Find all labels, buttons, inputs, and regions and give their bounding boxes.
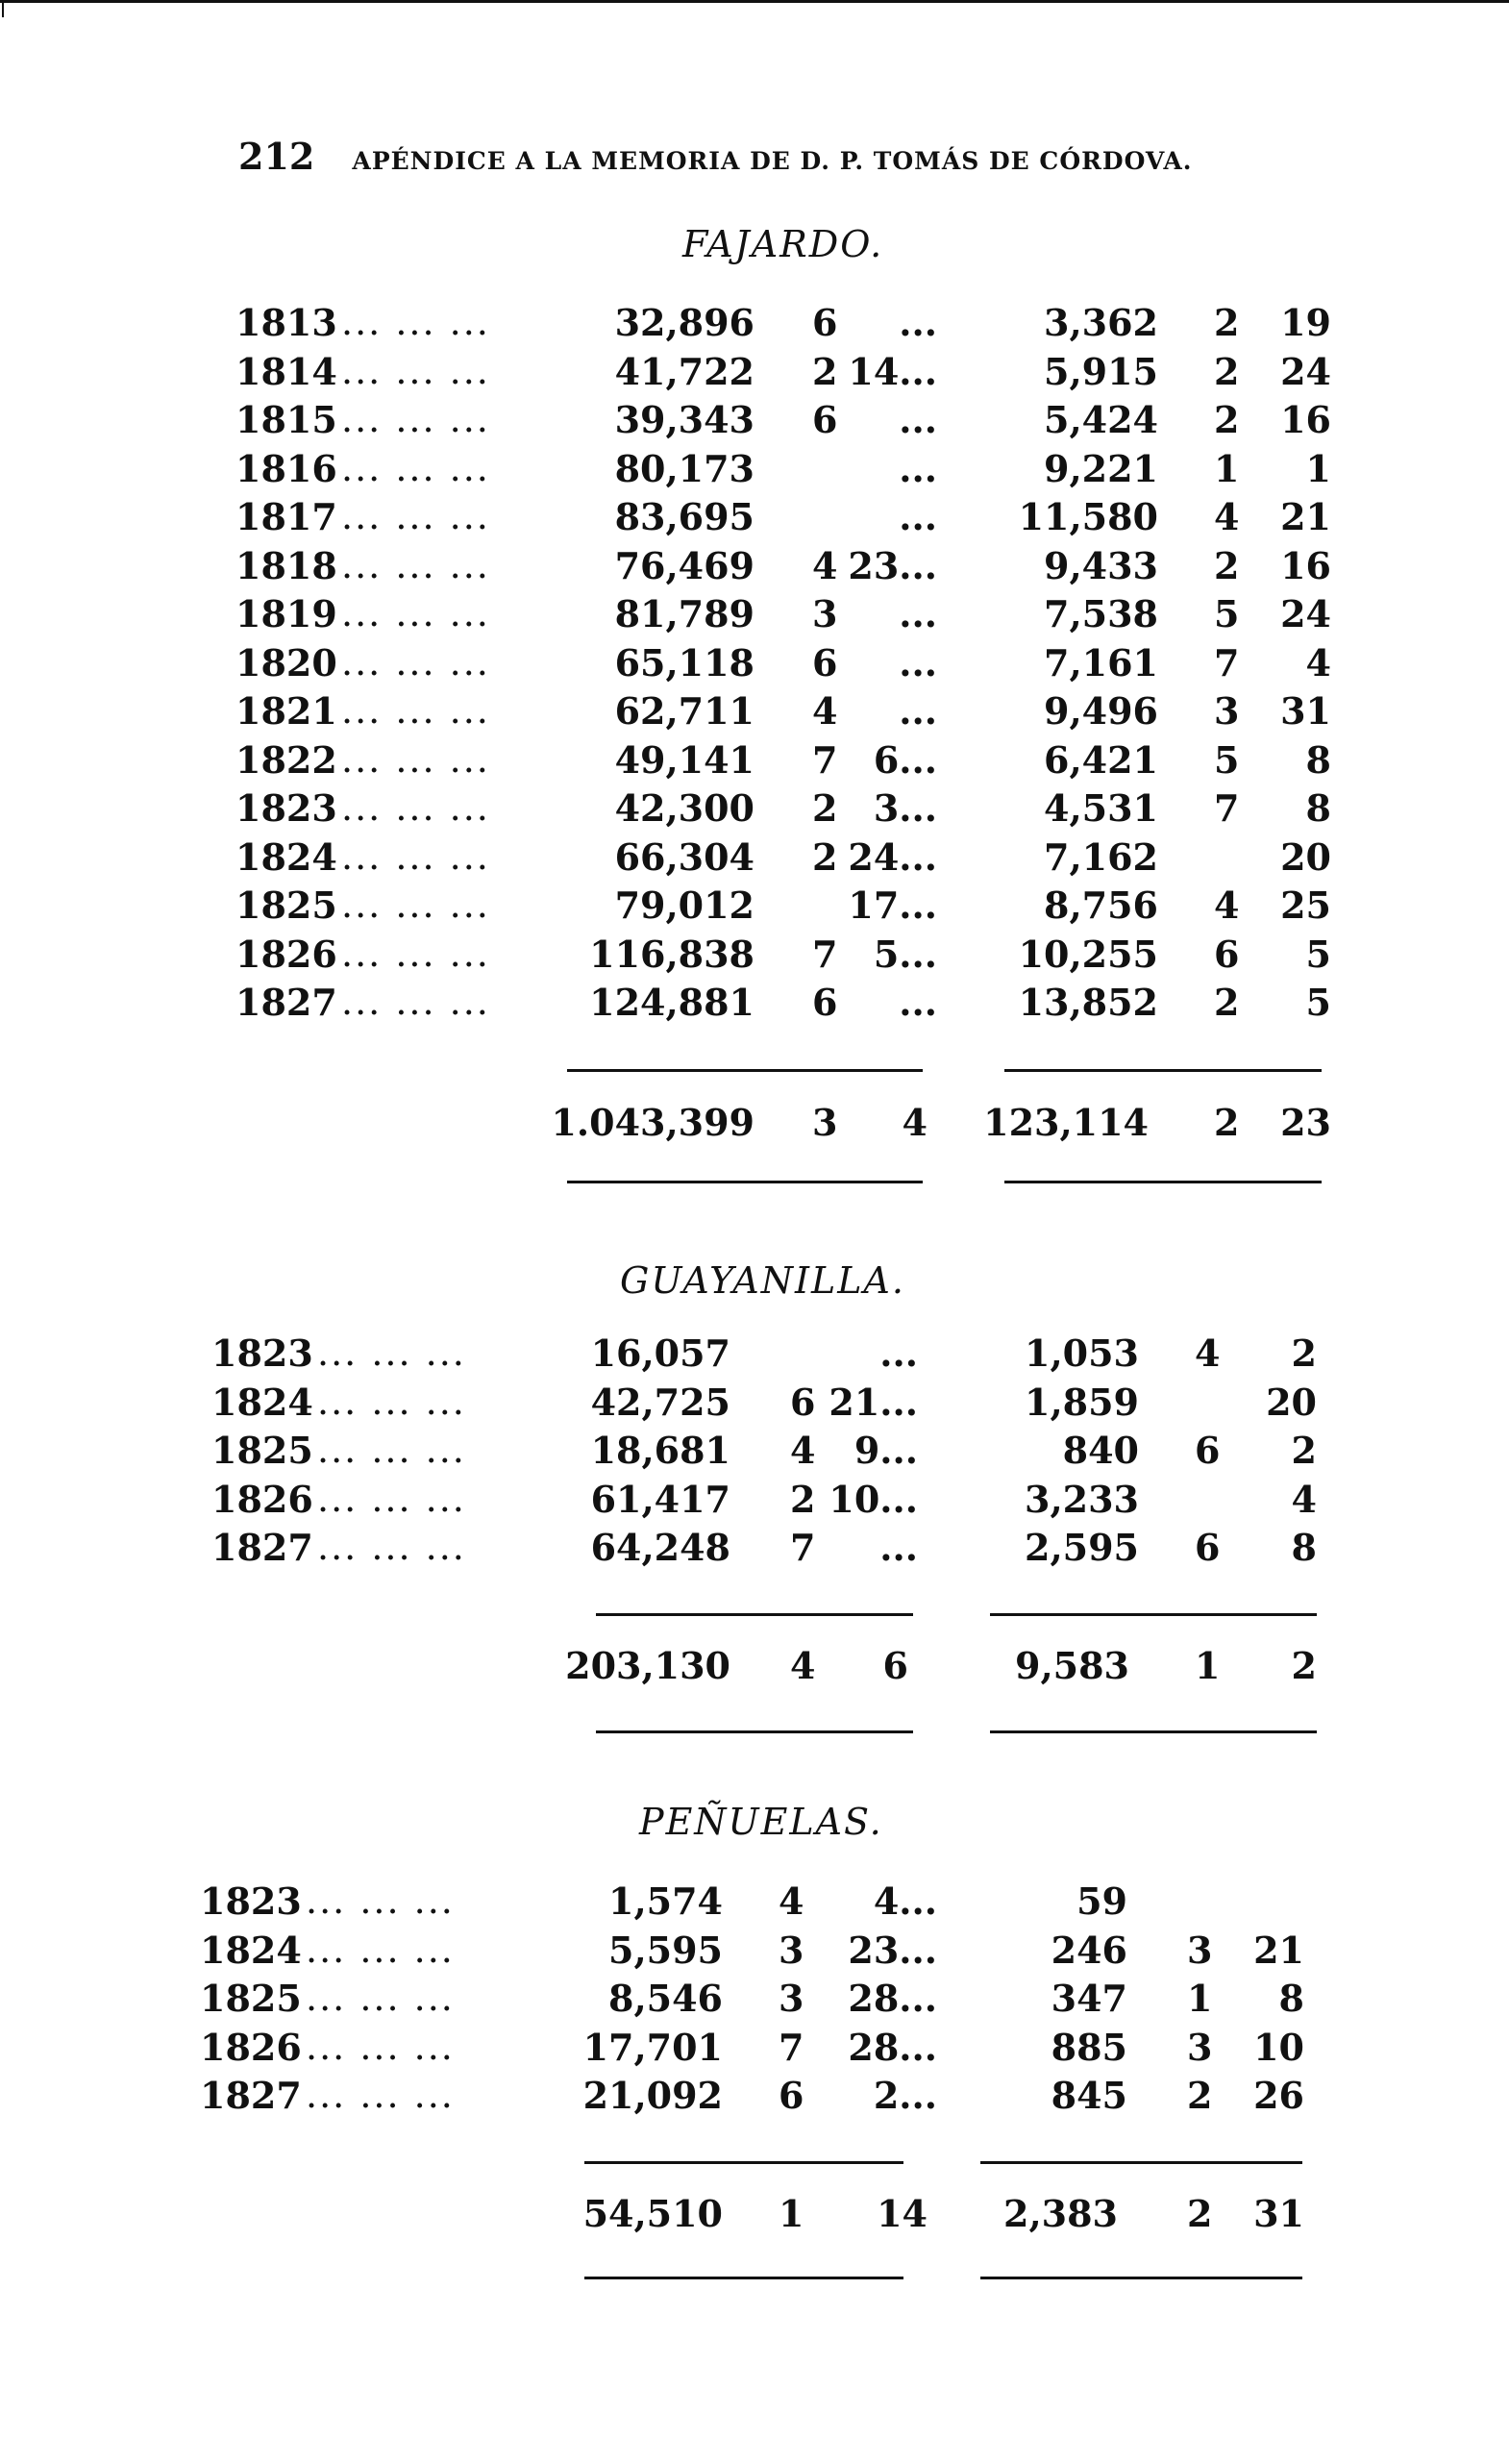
leader-dots: ... ... ...	[306, 2025, 455, 2068]
leader-dots: ... ... ...	[341, 495, 490, 537]
second-fraction-cell: 8	[1305, 786, 1331, 830]
total-subunit: 4	[790, 1644, 816, 1687]
second-subunit-cell: 2	[1214, 981, 1240, 1024]
second-amount-cell: 845	[1051, 2074, 1127, 2117]
leader-dots: ... ... ...	[341, 398, 490, 440]
table-row	[0, 1929, 1509, 1978]
second-amount-cell: 840	[1062, 1429, 1139, 1472]
leader-dots: ... ... ...	[317, 1380, 466, 1423]
total-amount: 203,130	[565, 1644, 730, 1687]
amount-subunit-cell: 4	[812, 543, 838, 587]
table-row	[0, 1478, 1509, 1527]
second-fraction-cell: 2	[1291, 1332, 1317, 1375]
total-second-fraction: 2	[1291, 1644, 1317, 1687]
second-amount-cell: 2,595	[1025, 1526, 1139, 1569]
table-row	[0, 2026, 1509, 2075]
amount-subunit-cell: 4	[779, 1879, 804, 1923]
second-fraction-cell: 24	[1280, 349, 1331, 393]
table-row	[0, 1381, 1509, 1430]
year-cell: 1827	[211, 1526, 313, 1569]
table-row	[0, 1977, 1509, 2026]
second-amount-cell: 10,255	[1018, 932, 1158, 976]
amount-fraction-cell: ...	[899, 640, 937, 684]
second-amount-cell: 9,221	[1044, 446, 1158, 490]
second-amount-cell: 6,421	[1044, 737, 1158, 782]
second-fraction-cell: 24	[1280, 592, 1331, 635]
second-amount-cell: 885	[1051, 2025, 1127, 2069]
amount-fraction-cell: ...	[899, 398, 937, 441]
left-total-top-rule	[596, 1613, 913, 1616]
second-subunit-cell: 3	[1187, 1928, 1213, 1972]
amount-cell: 21,092	[582, 2074, 723, 2117]
leader-dots: ... ... ...	[317, 1332, 466, 1374]
second-subunit-cell: 5	[1214, 737, 1240, 782]
year-cell: 1820	[235, 640, 337, 684]
amount-cell: 17,701	[582, 2025, 723, 2069]
amount-cell: 65,118	[614, 640, 754, 684]
amount-cell: 124,881	[589, 981, 754, 1024]
second-amount-cell: 59	[1076, 1879, 1127, 1923]
second-fraction-cell: 5	[1305, 981, 1331, 1024]
amount-subunit-cell: 3	[779, 1928, 804, 1972]
second-fraction-cell: 21	[1253, 1928, 1304, 1972]
fajardo-table	[0, 301, 1509, 1030]
amount-fraction-cell: ...	[899, 981, 937, 1024]
amount-fraction-cell: ...	[899, 301, 937, 344]
table-row	[0, 495, 1509, 544]
amount-cell: 81,789	[614, 592, 754, 635]
second-fraction-cell: 16	[1280, 543, 1331, 587]
leader-dots: ... ... ...	[306, 1879, 455, 1922]
second-subunit-cell: 3	[1214, 689, 1240, 733]
total-second-subunit: 2	[1214, 1101, 1240, 1144]
year-cell: 1821	[235, 689, 337, 733]
year-cell: 1825	[200, 1977, 302, 2020]
amount-fraction-cell: 3...	[873, 786, 937, 830]
amount-fraction-cell: 4...	[873, 1879, 937, 1923]
amount-fraction-cell: ...	[899, 446, 937, 490]
second-subunit-cell: 7	[1214, 640, 1240, 684]
second-amount-cell: 11,580	[1018, 495, 1158, 538]
total-subunit: 1	[779, 2192, 804, 2235]
second-subunit-cell: 4	[1214, 884, 1240, 927]
second-subunit-cell: 2	[1214, 543, 1240, 587]
amount-fraction-cell: ...	[899, 689, 937, 733]
table-row	[0, 786, 1509, 835]
amount-cell: 62,711	[614, 689, 754, 733]
total-fraction: 6	[882, 1644, 908, 1687]
scan-left-edge	[2, 0, 4, 17]
amount-cell: 83,695	[614, 495, 754, 538]
second-fraction-cell: 19	[1280, 301, 1331, 344]
amount-cell: 49,141	[614, 737, 754, 782]
amount-fraction-cell: ...	[899, 592, 937, 635]
table-row	[0, 689, 1509, 738]
second-subunit-cell: 2	[1214, 301, 1240, 344]
second-fraction-cell: 21	[1280, 495, 1331, 538]
amount-fraction-cell: 28...	[848, 1977, 937, 2020]
second-amount-cell: 7,161	[1044, 640, 1158, 684]
second-subunit-cell: 3	[1187, 2025, 1213, 2069]
table-row	[0, 301, 1509, 350]
amount-fraction-cell: 28...	[848, 2025, 937, 2069]
total-subunit: 3	[812, 1101, 838, 1144]
year-cell: 1824	[200, 1928, 302, 1972]
amount-cell: 32,896	[614, 301, 754, 344]
table-row	[0, 398, 1509, 447]
second-amount-cell: 3,233	[1025, 1477, 1139, 1521]
amount-subunit-cell: 7	[779, 2025, 804, 2069]
table-row	[0, 933, 1509, 982]
right-total-bottom-rule	[1004, 1181, 1322, 1183]
total-second-fraction: 31	[1253, 2192, 1304, 2235]
second-fraction-cell: 20	[1280, 834, 1331, 879]
guayanilla-table	[0, 1332, 1509, 1575]
second-amount-cell: 9,496	[1044, 689, 1158, 733]
leader-dots: ... ... ...	[341, 640, 490, 684]
leader-dots: ... ... ...	[317, 1526, 466, 1568]
second-fraction-cell: 10	[1253, 2025, 1304, 2069]
year-cell: 1826	[211, 1477, 313, 1521]
leader-dots: ... ... ...	[341, 981, 490, 1023]
second-amount-cell: 5,915	[1044, 349, 1158, 393]
second-fraction-cell: 8	[1278, 1977, 1304, 2020]
amount-fraction-cell: 10...	[829, 1477, 918, 1521]
second-subunit-cell: 6	[1195, 1429, 1221, 1472]
year-cell: 1827	[200, 2074, 302, 2117]
amount-subunit-cell: 6	[790, 1380, 816, 1424]
amount-cell: 8,546	[608, 1977, 723, 2020]
leader-dots: ... ... ...	[317, 1477, 466, 1520]
second-fraction-cell: 8	[1291, 1526, 1317, 1569]
second-fraction-cell: 4	[1291, 1477, 1317, 1521]
year-cell: 1826	[235, 932, 337, 976]
amount-subunit-cell: 3	[812, 592, 838, 635]
second-subunit-cell: 2	[1214, 349, 1240, 393]
table-row	[0, 544, 1509, 593]
scan-top-edge	[0, 0, 1509, 3]
second-fraction-cell: 20	[1266, 1380, 1317, 1424]
second-subunit-cell: 7	[1214, 786, 1240, 830]
year-cell: 1819	[235, 592, 337, 635]
second-amount-cell: 5,424	[1044, 398, 1158, 441]
amount-fraction-cell: 21...	[829, 1380, 918, 1424]
amount-cell: 18,681	[590, 1429, 730, 1472]
table-row	[0, 447, 1509, 496]
second-subunit-cell: 2	[1214, 398, 1240, 441]
table-row	[0, 2074, 1509, 2123]
guayanilla-total-row	[0, 1644, 1509, 1692]
amount-subunit-cell: 2	[812, 834, 838, 879]
amount-fraction-cell: ...	[899, 495, 937, 538]
second-subunit-cell: 4	[1195, 1332, 1221, 1375]
left-total-bottom-rule	[596, 1730, 913, 1733]
amount-fraction-cell: ...	[879, 1332, 918, 1375]
second-amount-cell: 3,362	[1044, 301, 1158, 344]
amount-subunit-cell: 6	[812, 640, 838, 684]
amount-subunit-cell: 7	[790, 1526, 816, 1569]
year-cell: 1814	[235, 349, 337, 393]
year-cell: 1823	[200, 1879, 302, 1923]
year-cell: 1825	[235, 884, 337, 927]
amount-cell: 42,725	[590, 1380, 730, 1424]
second-fraction-cell: 2	[1291, 1429, 1317, 1472]
year-cell: 1815	[235, 398, 337, 441]
total-amount: 1.043,399	[551, 1101, 754, 1144]
right-total-top-rule	[1004, 1069, 1322, 1072]
table-row	[0, 1332, 1509, 1381]
section-title-penuelas: PEÑUELAS.	[639, 1801, 883, 1843]
amount-fraction-cell: 24...	[848, 834, 937, 879]
amount-cell: 1,574	[608, 1879, 723, 1923]
amount-cell: 79,012	[614, 884, 754, 927]
table-row	[0, 1429, 1509, 1478]
table-row	[0, 1879, 1509, 1929]
second-amount-cell: 246	[1051, 1928, 1127, 1972]
right-total-bottom-rule	[980, 2277, 1302, 2279]
amount-fraction-cell: 9...	[853, 1429, 918, 1472]
table-row	[0, 835, 1509, 884]
amount-fraction-cell: 17...	[848, 884, 937, 927]
amount-subunit-cell: 4	[812, 689, 838, 733]
year-cell: 1824	[235, 834, 337, 879]
second-subunit-cell: 6	[1195, 1526, 1221, 1569]
amount-cell: 42,300	[614, 786, 754, 830]
amount-cell: 41,722	[614, 349, 754, 393]
year-cell: 1817	[235, 495, 337, 538]
year-cell: 1823	[211, 1332, 313, 1375]
second-fraction-cell: 16	[1280, 398, 1331, 441]
total-fraction: 14	[877, 2192, 928, 2235]
year-cell: 1826	[200, 2025, 302, 2069]
year-cell: 1824	[211, 1380, 313, 1424]
amount-cell: 116,838	[589, 932, 754, 976]
right-total-bottom-rule	[990, 1730, 1317, 1733]
table-row	[0, 981, 1509, 1030]
leader-dots: ... ... ...	[341, 786, 490, 829]
second-fraction-cell: 4	[1305, 640, 1331, 684]
amount-cell: 39,343	[614, 398, 754, 441]
leader-dots: ... ... ...	[341, 446, 490, 489]
total-second-amount: 123,114	[983, 1101, 1149, 1144]
amount-cell: 80,173	[614, 446, 754, 490]
year-cell: 1827	[235, 981, 337, 1024]
second-subunit-cell: 2	[1187, 2074, 1213, 2117]
second-amount-cell: 9,433	[1044, 543, 1158, 587]
second-amount-cell: 347	[1051, 1977, 1127, 2020]
amount-fraction-cell: 5...	[873, 932, 937, 976]
second-amount-cell: 8,756	[1044, 884, 1158, 927]
second-amount-cell: 4,531	[1044, 786, 1158, 830]
left-total-bottom-rule	[584, 2277, 903, 2279]
amount-subunit-cell: 2	[812, 349, 838, 393]
running-header	[238, 135, 1192, 178]
right-total-top-rule	[980, 2161, 1302, 2164]
amount-subunit-cell: 4	[790, 1429, 816, 1472]
total-amount: 54,510	[582, 2192, 723, 2235]
amount-subunit-cell: 6	[812, 398, 838, 441]
second-fraction-cell: 1	[1305, 446, 1331, 490]
leader-dots: ... ... ...	[341, 543, 490, 586]
left-total-top-rule	[584, 2161, 903, 2164]
table-row	[0, 884, 1509, 933]
table-row	[0, 738, 1509, 787]
amount-fraction-cell: 2...	[873, 2074, 937, 2117]
second-amount-cell: 1,859	[1025, 1380, 1139, 1424]
total-second-amount: 9,583	[1015, 1644, 1129, 1687]
leader-dots: ... ... ...	[306, 1977, 455, 2019]
right-total-top-rule	[990, 1613, 1317, 1616]
section-title-guayanilla: GUAYANILLA.	[620, 1259, 905, 1302]
leader-dots: ... ... ...	[341, 349, 490, 392]
second-amount-cell: 13,852	[1018, 981, 1158, 1024]
leader-dots: ... ... ...	[341, 884, 490, 926]
second-fraction-cell: 5	[1305, 932, 1331, 976]
amount-cell: 61,417	[590, 1477, 730, 1521]
year-cell: 1822	[235, 737, 337, 782]
leader-dots: ... ... ...	[306, 2074, 455, 2116]
penuelas-table	[0, 1879, 1509, 2123]
page-number: 212	[238, 135, 315, 178]
leader-dots: ... ... ...	[341, 592, 490, 635]
amount-subunit-cell: 6	[779, 2074, 804, 2117]
fajardo-total-row	[0, 1101, 1509, 1149]
total-fraction: 4	[902, 1101, 928, 1144]
table-row	[0, 1526, 1509, 1575]
amount-fraction-cell: 23...	[848, 543, 937, 587]
leader-dots: ... ... ...	[341, 689, 490, 732]
amount-cell: 76,469	[614, 543, 754, 587]
year-cell: 1823	[235, 786, 337, 830]
second-fraction-cell: 31	[1280, 689, 1331, 733]
second-fraction-cell: 8	[1305, 737, 1331, 782]
amount-cell: 66,304	[614, 834, 754, 879]
amount-fraction-cell: 14...	[848, 349, 937, 393]
second-subunit-cell: 1	[1187, 1977, 1213, 2020]
total-second-subunit: 1	[1195, 1644, 1221, 1687]
amount-cell: 5,595	[608, 1928, 723, 1972]
amount-subunit-cell: 2	[812, 786, 838, 830]
left-total-top-rule	[567, 1069, 923, 1072]
total-second-subunit: 2	[1187, 2192, 1213, 2235]
second-amount-cell: 7,162	[1044, 834, 1158, 879]
section-title-fajardo: FAJARDO.	[682, 223, 884, 265]
second-amount-cell: 1,053	[1025, 1332, 1139, 1375]
second-subunit-cell: 6	[1214, 932, 1240, 976]
year-cell: 1825	[211, 1429, 313, 1472]
amount-fraction-cell: 23...	[848, 1928, 937, 1972]
penuelas-total-row	[0, 2192, 1509, 2240]
amount-subunit-cell: 7	[812, 737, 838, 782]
amount-subunit-cell: 6	[812, 981, 838, 1024]
leader-dots: ... ... ...	[317, 1429, 466, 1471]
total-second-fraction: 23	[1280, 1101, 1331, 1144]
amount-cell: 64,248	[590, 1526, 730, 1569]
amount-subunit-cell: 6	[812, 301, 838, 344]
second-subunit-cell: 5	[1214, 592, 1240, 635]
leader-dots: ... ... ...	[341, 834, 490, 878]
running-title: APÉNDICE A LA MEMORIA DE D. P. TOMÁS DE CÓRDOVA.	[352, 147, 1193, 175]
total-second-amount: 2,383	[1003, 2192, 1118, 2235]
second-subunit-cell: 4	[1214, 495, 1240, 538]
table-row	[0, 592, 1509, 641]
amount-cell: 16,057	[590, 1332, 730, 1375]
table-row	[0, 350, 1509, 399]
leader-dots: ... ... ...	[341, 737, 490, 781]
second-fraction-cell: 25	[1280, 884, 1331, 927]
year-cell: 1816	[235, 446, 337, 490]
table-row	[0, 641, 1509, 690]
amount-subunit-cell: 7	[812, 932, 838, 976]
second-amount-cell: 7,538	[1044, 592, 1158, 635]
second-subunit-cell: 1	[1214, 446, 1240, 490]
leader-dots: ... ... ...	[341, 301, 490, 343]
second-fraction-cell: 26	[1253, 2074, 1304, 2117]
amount-subunit-cell: 3	[779, 1977, 804, 2020]
amount-fraction-cell: ...	[879, 1526, 918, 1569]
amount-fraction-cell: 6...	[873, 737, 937, 782]
year-cell: 1818	[235, 543, 337, 587]
leader-dots: ... ... ...	[341, 932, 490, 975]
year-cell: 1813	[235, 301, 337, 344]
amount-subunit-cell: 2	[790, 1477, 816, 1521]
leader-dots: ... ... ...	[306, 1928, 455, 1971]
left-total-bottom-rule	[567, 1181, 923, 1183]
